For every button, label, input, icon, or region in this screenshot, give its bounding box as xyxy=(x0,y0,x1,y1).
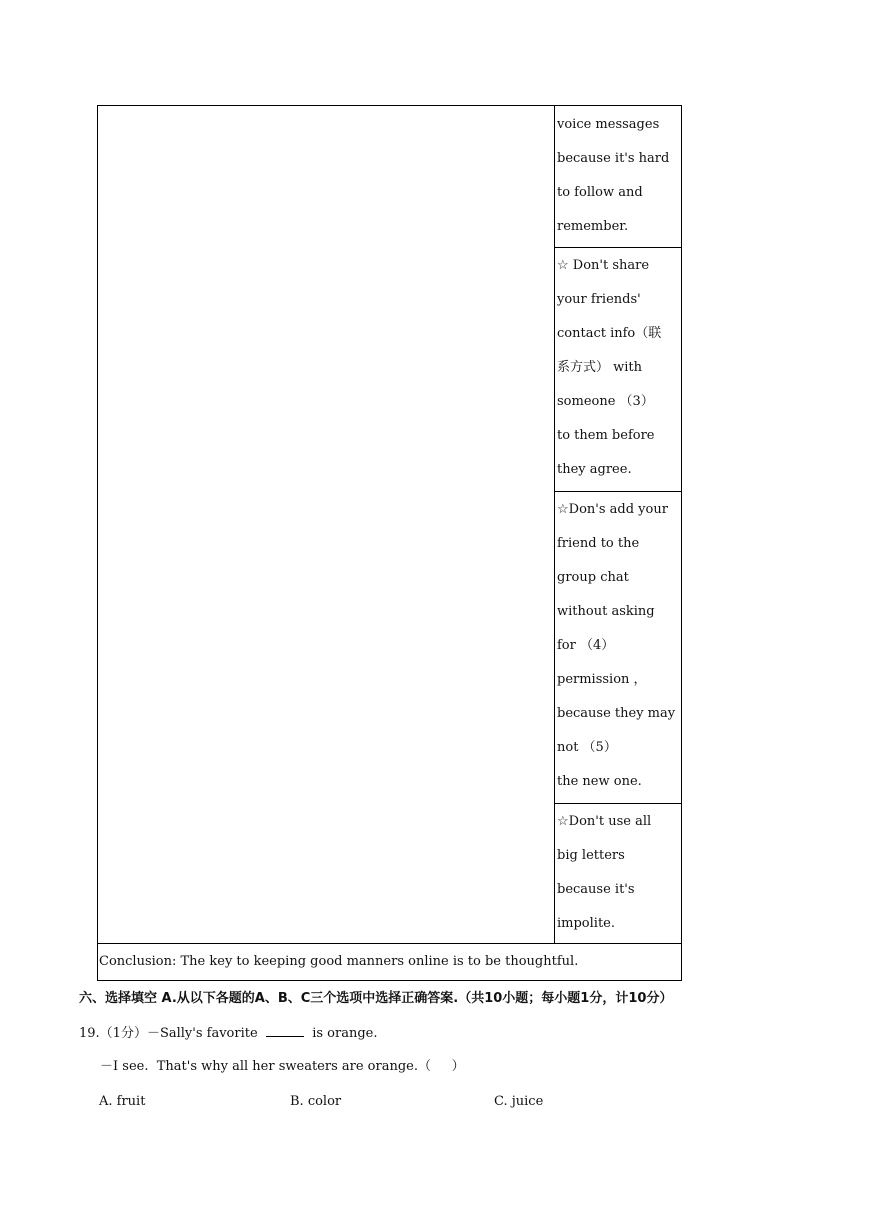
question-stem-part-2: is orange. xyxy=(312,1026,378,1041)
cell-line: ☆ Don't share xyxy=(557,258,650,273)
option-b[interactable]: B. color xyxy=(290,1094,342,1109)
cell-line: not （5） xyxy=(557,740,617,755)
cell-line: because they may xyxy=(557,706,676,721)
cell-line: big letters xyxy=(557,848,625,863)
cell-line: because it's hard xyxy=(557,151,670,166)
cell-divider xyxy=(555,247,681,248)
option-a[interactable]: A. fruit xyxy=(99,1094,146,1109)
cell-line: for （4） xyxy=(557,638,615,653)
cell-line: friend to the xyxy=(557,536,640,551)
cell-line: 系方式） with xyxy=(557,360,643,375)
cell-line: your friends' xyxy=(557,292,641,307)
table-cell-contact-info xyxy=(555,249,681,487)
cell-line: ☆Don's add your xyxy=(557,502,668,517)
cell-line: impolite. xyxy=(557,916,615,931)
table-left-column xyxy=(98,106,555,943)
cell-line: remember. xyxy=(557,219,629,234)
rules-table xyxy=(97,105,682,981)
cell-line: because it's xyxy=(557,882,635,897)
cell-line: group chat xyxy=(557,570,629,585)
option-c[interactable]: C. juice xyxy=(494,1094,544,1109)
cell-line: ☆Don't use all xyxy=(557,814,652,829)
question-number: 19.（1分） xyxy=(79,1026,147,1041)
question-19-line-1 xyxy=(79,1022,377,1045)
cell-line: contact info（联 xyxy=(557,326,662,341)
cell-line: without asking xyxy=(557,604,655,619)
cell-divider xyxy=(555,803,681,804)
table-cell-group-chat xyxy=(555,493,681,799)
question-19-line-2: －I see. That's why all her sweaters are orange.（ ） xyxy=(100,1059,465,1074)
table-right-column xyxy=(555,106,681,943)
cell-line: permission ， xyxy=(557,672,647,687)
answer-blank[interactable] xyxy=(266,1022,304,1037)
cell-line: they agree. xyxy=(557,462,632,477)
cell-line: voice messages xyxy=(557,117,660,132)
cell-line: to them before xyxy=(557,428,655,443)
cell-divider xyxy=(555,491,681,492)
table-cell-voice-messages xyxy=(555,108,681,244)
cell-line: the new one. xyxy=(557,774,642,789)
question-stem-part-1: －Sally's favorite xyxy=(146,1026,258,1041)
table-conclusion: Conclusion: The key to keeping good manners online is to be thoughtful. xyxy=(98,943,681,981)
cell-line: to follow and xyxy=(557,185,643,200)
section-heading: 六、选择填空 A.从以下各题的A、B、C三个选项中选择正确答案.（共10小题；每小题1分，计10分） xyxy=(79,991,673,1006)
table-cell-big-letters xyxy=(555,805,681,941)
cell-line: someone （3） xyxy=(557,394,654,409)
